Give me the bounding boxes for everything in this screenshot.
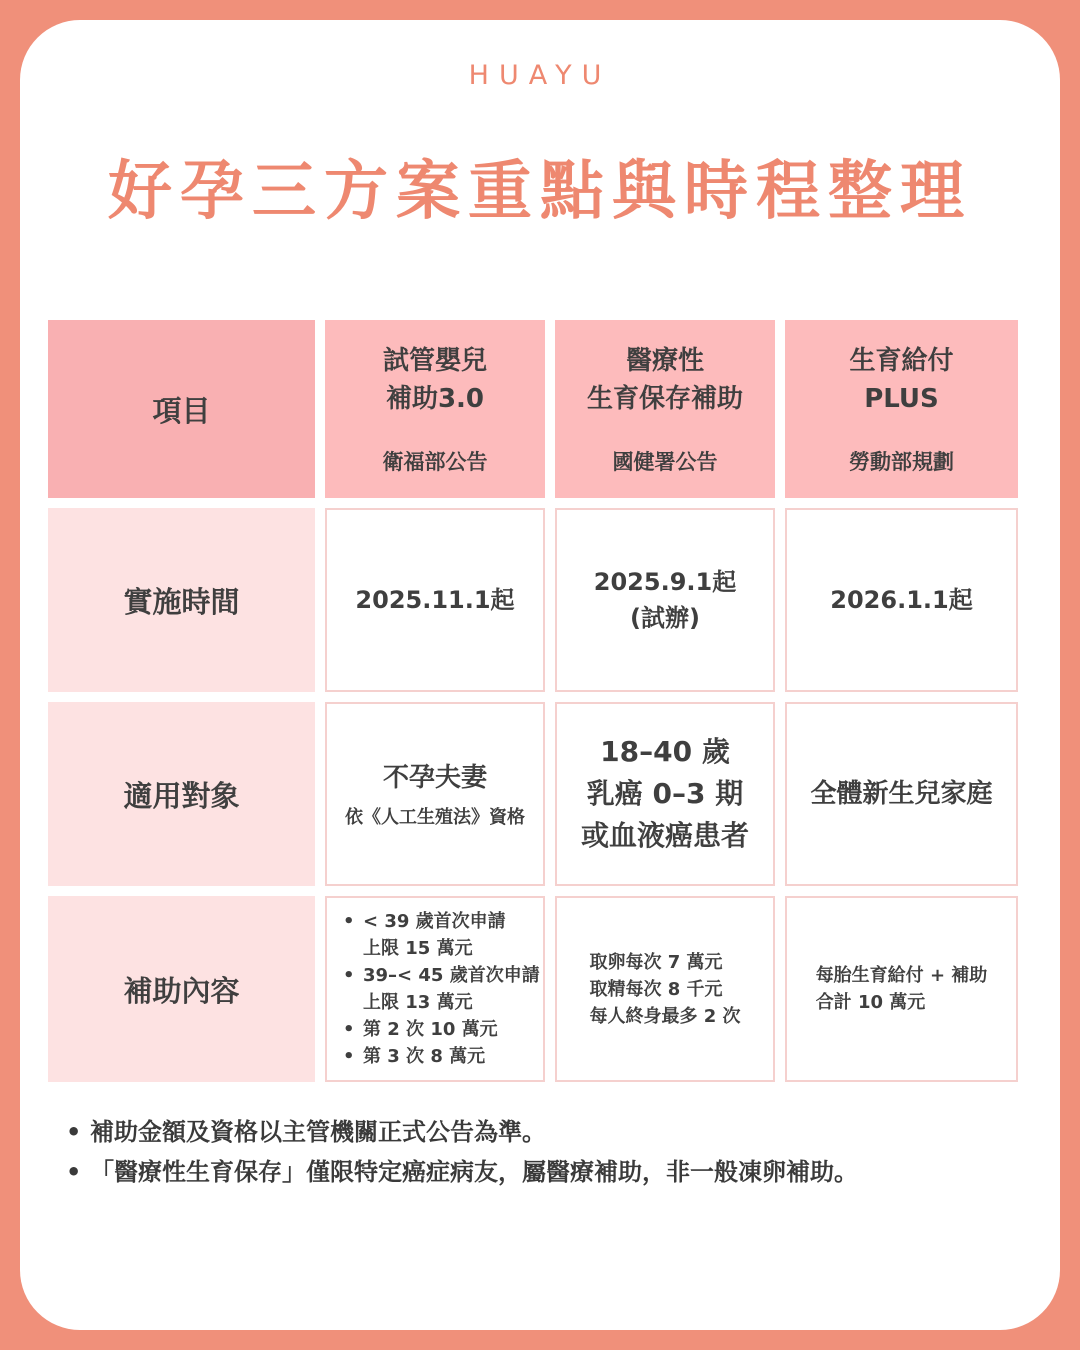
target-ivf <box>325 702 545 886</box>
timing-fp <box>555 508 775 692</box>
target-fp <box>555 702 775 886</box>
subsidy-bb <box>785 896 1018 1082</box>
brand-logo: HUAYU <box>468 60 612 91</box>
header-birth-benefit <box>785 320 1018 498</box>
list-item <box>341 1043 543 1070</box>
footnote-item: • 「醫療性生育保存」僅限特定癌症病友，屬醫療補助，非一般凍卵補助。 <box>66 1152 1046 1192</box>
header-ivf <box>325 320 545 498</box>
list-item <box>341 908 543 962</box>
subsidy-fp <box>555 896 775 1082</box>
page-title: 好孕三方案重點與時程整理 <box>108 155 972 229</box>
target-bb <box>785 702 1018 886</box>
footnotes <box>66 1112 1046 1192</box>
subsidy-fp-line2: 取精每次 8 千元 <box>589 978 723 1000</box>
subsidy-fp-line3: 每人終身最多 2 次 <box>589 1005 741 1027</box>
timing-fp-note: (試辦) <box>630 604 700 632</box>
list-item-subtext: 上限 15 萬元 <box>363 938 473 959</box>
target-fp-line2: 乳癌 0–3 期 <box>586 777 744 810</box>
list-item-text: • 39–< 45 歲首次申請 <box>363 965 540 986</box>
header-fp-line1: 醫療性 <box>625 346 704 376</box>
row-label-target: 適用對象 <box>48 702 315 886</box>
subsidy-bb-line2: 合計 10 萬元 <box>815 992 926 1013</box>
subsidy-bb-line1: 每胎生育給付 + 補助 <box>815 965 988 986</box>
target-ivf-main: 不孕夫妻 <box>382 763 487 793</box>
target-fp-line3: 或血液癌患者 <box>580 819 749 852</box>
header-bb-line2: PLUS <box>864 384 939 414</box>
timing-fp-value: 2025.9.1起 <box>593 568 737 596</box>
header-ivf-line2: 補助3.0 <box>385 384 485 414</box>
list-item-text: • 第 2 次 10 萬元 <box>363 1019 498 1040</box>
timing-ivf-value: 2025.11.1起 <box>355 586 515 614</box>
footnote-item: • 補助金額及資格以主管機關正式公告為準。 <box>66 1112 1046 1152</box>
header-bb-line1: 生育給付 <box>849 346 954 376</box>
timing-bb <box>785 508 1018 692</box>
subsidy-fp-text <box>589 949 740 1030</box>
header-fp-line2: 生育保存補助 <box>586 384 743 414</box>
target-bb-value: 全體新生兒家庭 <box>810 779 993 809</box>
list-item <box>341 962 543 1016</box>
header-ivf-line1: 試管嬰兒 <box>382 346 487 376</box>
subsidy-bb-text <box>816 962 988 1016</box>
subsidy-ivf-list <box>327 908 543 1070</box>
list-item-subtext: 上限 13 萬元 <box>363 992 473 1013</box>
subsidy-ivf <box>325 896 545 1082</box>
header-fp-dept: 國健署公告 <box>612 450 718 474</box>
target-ivf-sub: 依《人工生殖法》資格 <box>345 807 525 828</box>
header-bb-dept: 勞動部規劃 <box>849 450 954 474</box>
timing-bb-value: 2026.1.1起 <box>830 586 973 614</box>
list-item <box>341 1016 543 1043</box>
header-ivf-dept: 衛福部公告 <box>382 450 488 474</box>
list-item-text: • < 39 歲首次申請 <box>363 911 506 932</box>
timing-ivf <box>325 508 545 692</box>
header-fertility-preservation <box>555 320 775 498</box>
subsidy-fp-line1: 取卵每次 7 萬元 <box>589 951 723 973</box>
row-label-timing: 實施時間 <box>48 508 315 692</box>
comparison-table <box>48 320 1020 1084</box>
header-corner: 項目 <box>48 320 315 498</box>
target-fp-line1: 18–40 歲 <box>600 735 730 768</box>
row-label-subsidy: 補助內容 <box>48 896 315 1082</box>
list-item-text: • 第 3 次 8 萬元 <box>363 1046 486 1067</box>
